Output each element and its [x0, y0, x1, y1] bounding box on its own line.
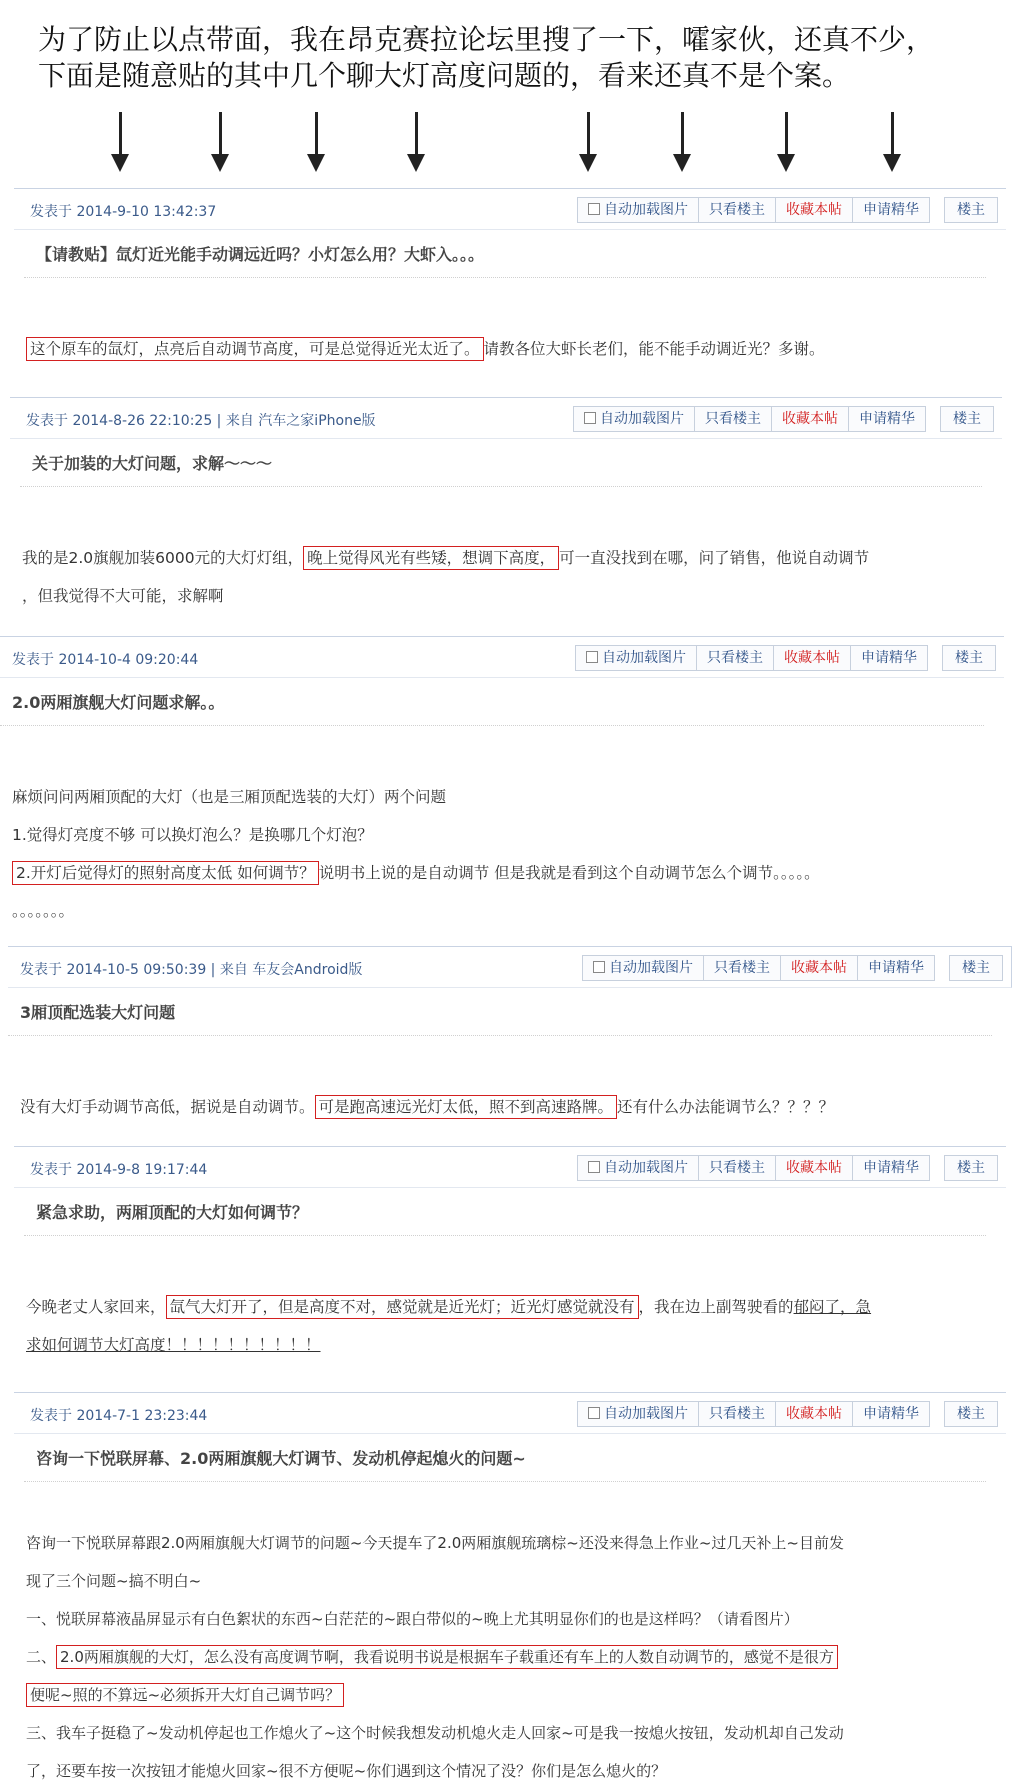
highlighted-text: 便呢~照的不算远~必须拆开大灯自己调节吗？: [26, 1683, 344, 1707]
post-title: 2.0两厢旗舰大灯问题求解。。: [0, 678, 984, 726]
post-text: 三、我车子挺稳了~发动机停起也工作熄火了~这个时候我想发动机熄火走人回家~可是我一按熄火按钮，发动机却自己发动: [26, 1724, 844, 1742]
down-arrow-icon: [776, 112, 796, 174]
post-text: 请教各位大虾长老们，能不能手动调近光？多谢。: [483, 340, 825, 358]
auto-load-images-toggle[interactable]: 自动加载图片: [583, 956, 704, 980]
auto-load-images-toggle[interactable]: 自动加载图片: [578, 1402, 699, 1426]
underlined-text: 求如何调节大灯高度！！！！！！！！！！: [26, 1336, 321, 1354]
post-title: 【请教贴】氙灯近光能手动调远近吗？小灯怎么用？大虾入。。。: [24, 230, 986, 278]
checkbox-icon[interactable]: [593, 961, 605, 973]
only-owner-button[interactable]: 只看楼主: [699, 1156, 776, 1180]
intro-line-1: 为了防止以点带面，我在昂克赛拉论坛里搜了一下，嚯家伙，还真不少，: [38, 23, 935, 56]
post-toolbar: [573, 406, 994, 432]
down-arrow-icon: [578, 112, 598, 174]
auto-load-images-toggle[interactable]: 自动加载图片: [576, 646, 697, 670]
favorite-button[interactable]: 收藏本帖: [776, 198, 853, 222]
floor-owner-link[interactable]: 楼主: [944, 1155, 998, 1181]
post-text: 。。。。。。。: [12, 902, 75, 920]
highlighted-text: 可是跑高速远光灯太低，照不到高速路牌。: [315, 1095, 618, 1119]
only-owner-button[interactable]: 只看楼主: [697, 646, 774, 670]
highlighted-text: 2.0两厢旗舰的大灯，怎么没有高度调节啊，我看说明书说是根据车子载重还有车上的人数自动调节的，感觉不是很方: [56, 1645, 838, 1669]
checkbox-icon[interactable]: [588, 1407, 600, 1419]
forum-post: [14, 1146, 1006, 1364]
post-toolbar: [577, 197, 998, 223]
post-text: 说明书上说的是自动调节 但是我就是看到这个自动调节怎么个调节。。。。。: [318, 864, 820, 882]
post-text: 麻烦问问两厢顶配的大灯（也是三厢顶配选装的大灯）两个问题: [12, 788, 447, 806]
down-arrow-icon: [406, 112, 426, 174]
down-arrow-icon: [672, 112, 692, 174]
post-text: 今晚老丈人家回来，: [26, 1298, 166, 1316]
auto-load-images-toggle[interactable]: 自动加载图片: [578, 1156, 699, 1180]
post-date: 发表于 2014-10-5 09:50:39 | 来自 车友会Android版: [20, 962, 363, 978]
intro-caption: [38, 22, 998, 94]
post-text: 一、悦联屏幕液晶屏显示有白色絮状的东西~白茫茫的~跟白带似的~晚上尤其明显你们的也是这样吗？（请看图片）: [26, 1610, 799, 1628]
checkbox-icon[interactable]: [588, 1161, 600, 1173]
post-title: 咨询一下悦联屏幕、2.0两厢旗舰大灯调节、发动机停起熄火的问题~: [24, 1434, 986, 1482]
forum-post: [10, 397, 1002, 615]
post-header: [10, 397, 1002, 439]
post-body: [10, 539, 1002, 615]
post-title: 关于加装的大灯问题，求解～～～: [20, 439, 982, 487]
post-toolbar: [577, 1401, 998, 1427]
post-header: [14, 188, 1006, 230]
post-text: ，但我觉得不大可能，求解啊: [22, 587, 224, 605]
floor-owner-link[interactable]: 楼主: [942, 645, 996, 671]
floor-owner-link[interactable]: 楼主: [944, 197, 998, 223]
down-arrow-icon: [110, 112, 130, 174]
apply-digest-button[interactable]: 申请精华: [849, 407, 925, 431]
post-body: [0, 778, 1004, 930]
post-text: ，我在边上副驾驶看的: [638, 1298, 794, 1316]
post-toolbar: [575, 645, 996, 671]
post-title: 3厢顶配选装大灯问题: [8, 988, 992, 1036]
apply-digest-button[interactable]: 申请精华: [858, 956, 934, 980]
post-text: 没有大灯手动调节高低，据说是自动调节。: [20, 1098, 315, 1116]
post-text: 咨询一下悦联屏幕跟2.0两厢旗舰大灯调节的问题~今天提车了2.0两厢旗舰琉璃棕~还没来得急上作业~过几天补上~目前发: [26, 1534, 844, 1552]
post-title: 紧急求助，两厢顶配的大灯如何调节？: [24, 1188, 986, 1236]
auto-load-images-toggle[interactable]: 自动加载图片: [578, 198, 699, 222]
post-header: [8, 946, 1012, 988]
only-owner-button[interactable]: 只看楼主: [695, 407, 772, 431]
favorite-button[interactable]: 收藏本帖: [772, 407, 849, 431]
post-text: 1.觉得灯亮度不够 可以换灯泡么？是换哪几个灯泡？: [12, 826, 373, 844]
favorite-button[interactable]: 收藏本帖: [776, 1402, 853, 1426]
post-text: 二、: [26, 1648, 57, 1666]
only-owner-button[interactable]: 只看楼主: [704, 956, 781, 980]
post-body: [14, 330, 1006, 368]
checkbox-icon[interactable]: [588, 203, 600, 215]
post-header: [0, 636, 1004, 678]
post-body: [14, 1288, 1006, 1364]
post-text: 我的是2.0旗舰加装6000元的大灯灯组，: [22, 549, 304, 567]
post-body: [14, 1524, 1006, 1789]
only-owner-button[interactable]: 只看楼主: [699, 198, 776, 222]
checkbox-icon[interactable]: [586, 651, 598, 663]
highlighted-text: 氙气大灯开了，但是高度不对，感觉就是近光灯；近光灯感觉就没有: [166, 1295, 639, 1319]
checkbox-icon[interactable]: [584, 412, 596, 424]
post-date: 发表于 2014-9-10 13:42:37: [30, 204, 217, 220]
forum-post: [14, 1392, 1006, 1789]
apply-digest-button[interactable]: 申请精华: [853, 1402, 929, 1426]
floor-owner-link[interactable]: 楼主: [949, 955, 1003, 981]
post-toolbar: [582, 955, 1003, 981]
arrow-row: [0, 112, 1024, 180]
post-date: 发表于 2014-8-26 22:10:25 | 来自 汽车之家iPhone版: [26, 413, 376, 429]
only-owner-button[interactable]: 只看楼主: [699, 1402, 776, 1426]
intro-line-2: 下面是随意贴的其中几个聊大灯高度问题的，看来还真不是个案。: [38, 59, 851, 92]
apply-digest-button[interactable]: 申请精华: [853, 1156, 929, 1180]
apply-digest-button[interactable]: 申请精华: [853, 198, 929, 222]
post-body: [8, 1088, 1012, 1126]
underlined-text: 郁闷了，急: [793, 1298, 872, 1316]
apply-digest-button[interactable]: 申请精华: [851, 646, 927, 670]
post-text: 了，还要车按一次按钮才能熄火回家~很不方便呢~你们遇到这个情况了没？你们是怎么熄火的？: [26, 1762, 667, 1780]
down-arrow-icon: [882, 112, 902, 174]
favorite-button[interactable]: 收藏本帖: [774, 646, 851, 670]
post-header: [14, 1146, 1006, 1188]
post-text: 可一直没找到在哪，问了销售，他说自动调节: [559, 549, 870, 567]
highlighted-text: 2.开灯后觉得灯的照射高度太低 如何调节？: [12, 861, 319, 885]
highlighted-text: 这个原车的氙灯，点亮后自动调节高度，可是总觉得近光太近了。: [26, 337, 484, 361]
post-date: 发表于 2014-10-4 09:20:44: [12, 652, 199, 668]
floor-owner-link[interactable]: 楼主: [944, 1401, 998, 1427]
post-text: 现了三个问题~搞不明白~: [26, 1572, 202, 1590]
post-toolbar: [577, 1155, 998, 1181]
forum-post: [0, 636, 1004, 930]
favorite-button[interactable]: 收藏本帖: [776, 1156, 853, 1180]
post-text: 还有什么办法能调节么？？？？: [617, 1098, 835, 1116]
forum-post: [8, 946, 1012, 1126]
forum-post: [14, 188, 1006, 368]
post-header: [14, 1392, 1006, 1434]
auto-load-images-toggle[interactable]: 自动加载图片: [574, 407, 695, 431]
highlighted-text: 晚上觉得风光有些矮，想调下高度，: [303, 546, 559, 570]
down-arrow-icon: [306, 112, 326, 174]
post-date: 发表于 2014-9-8 19:17:44: [30, 1162, 208, 1178]
floor-owner-link[interactable]: 楼主: [940, 406, 994, 432]
post-date: 发表于 2014-7-1 23:23:44: [30, 1408, 208, 1424]
favorite-button[interactable]: 收藏本帖: [781, 956, 858, 980]
down-arrow-icon: [210, 112, 230, 174]
